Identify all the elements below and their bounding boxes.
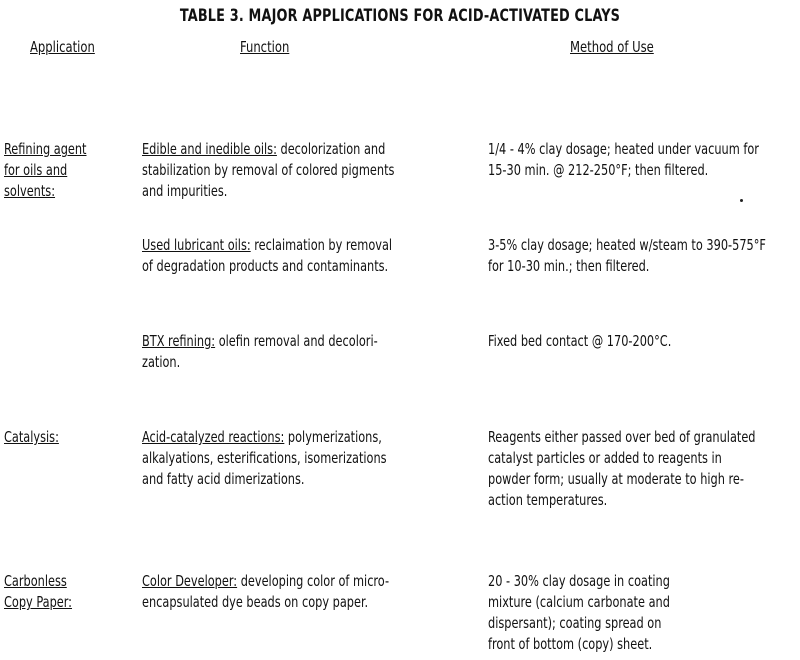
function-cell: Edible and inedible oils: decolorization and stabilization by removal of colored pigments and impurities.	[142, 140, 395, 200]
method-cell: 20 - 30% clay dosage in coating mixture (calcium carbonate and dispersant); coating spread on front of bottom (copy) sheet.	[488, 572, 670, 653]
application-cell: Catalysis:	[4, 428, 59, 446]
function-cell: Used lubricant oils: reclaimation by removal of degradation products and contaminants.	[142, 236, 393, 275]
method-cell: 3-5% clay dosage; heated w/steam to 390-575°F for 10-30 min.; then filtered.	[488, 236, 766, 275]
function-cell: Acid-catalyzed reactions: polymerizations, alkalyations, esterifications, isomerizations and fatty acid dimerizations.	[142, 428, 387, 488]
method-cell: Reagents either passed over bed of granulated catalyst particles or added to reagents in powder form; usually at moderate to high re- action temperatures.	[488, 428, 756, 509]
header-method: Method of Use	[570, 38, 654, 56]
method-cell: 1/4 - 4% clay dosage; heated under vacuum for 15-30 min. @ 212-250°F; then filtered.	[488, 140, 759, 179]
function-cell: Color Developer: developing color of micro- encapsulated dye beads on copy paper.	[142, 572, 390, 611]
application-cell: Refining agent for oils and solvents:	[4, 140, 87, 200]
header-application: Application	[30, 38, 95, 56]
function-cell: BTX refining: olefin removal and decolori- zation.	[142, 332, 378, 371]
stray-mark	[740, 199, 743, 202]
table-title: TABLE 3. MAJOR APPLICATIONS FOR ACID-ACTIVATED CLAYS	[179, 6, 621, 26]
method-cell: Fixed bed contact @ 170-200°C.	[488, 332, 672, 350]
header-function: Function	[240, 38, 290, 56]
application-cell: Carbonless Copy Paper:	[4, 572, 73, 611]
